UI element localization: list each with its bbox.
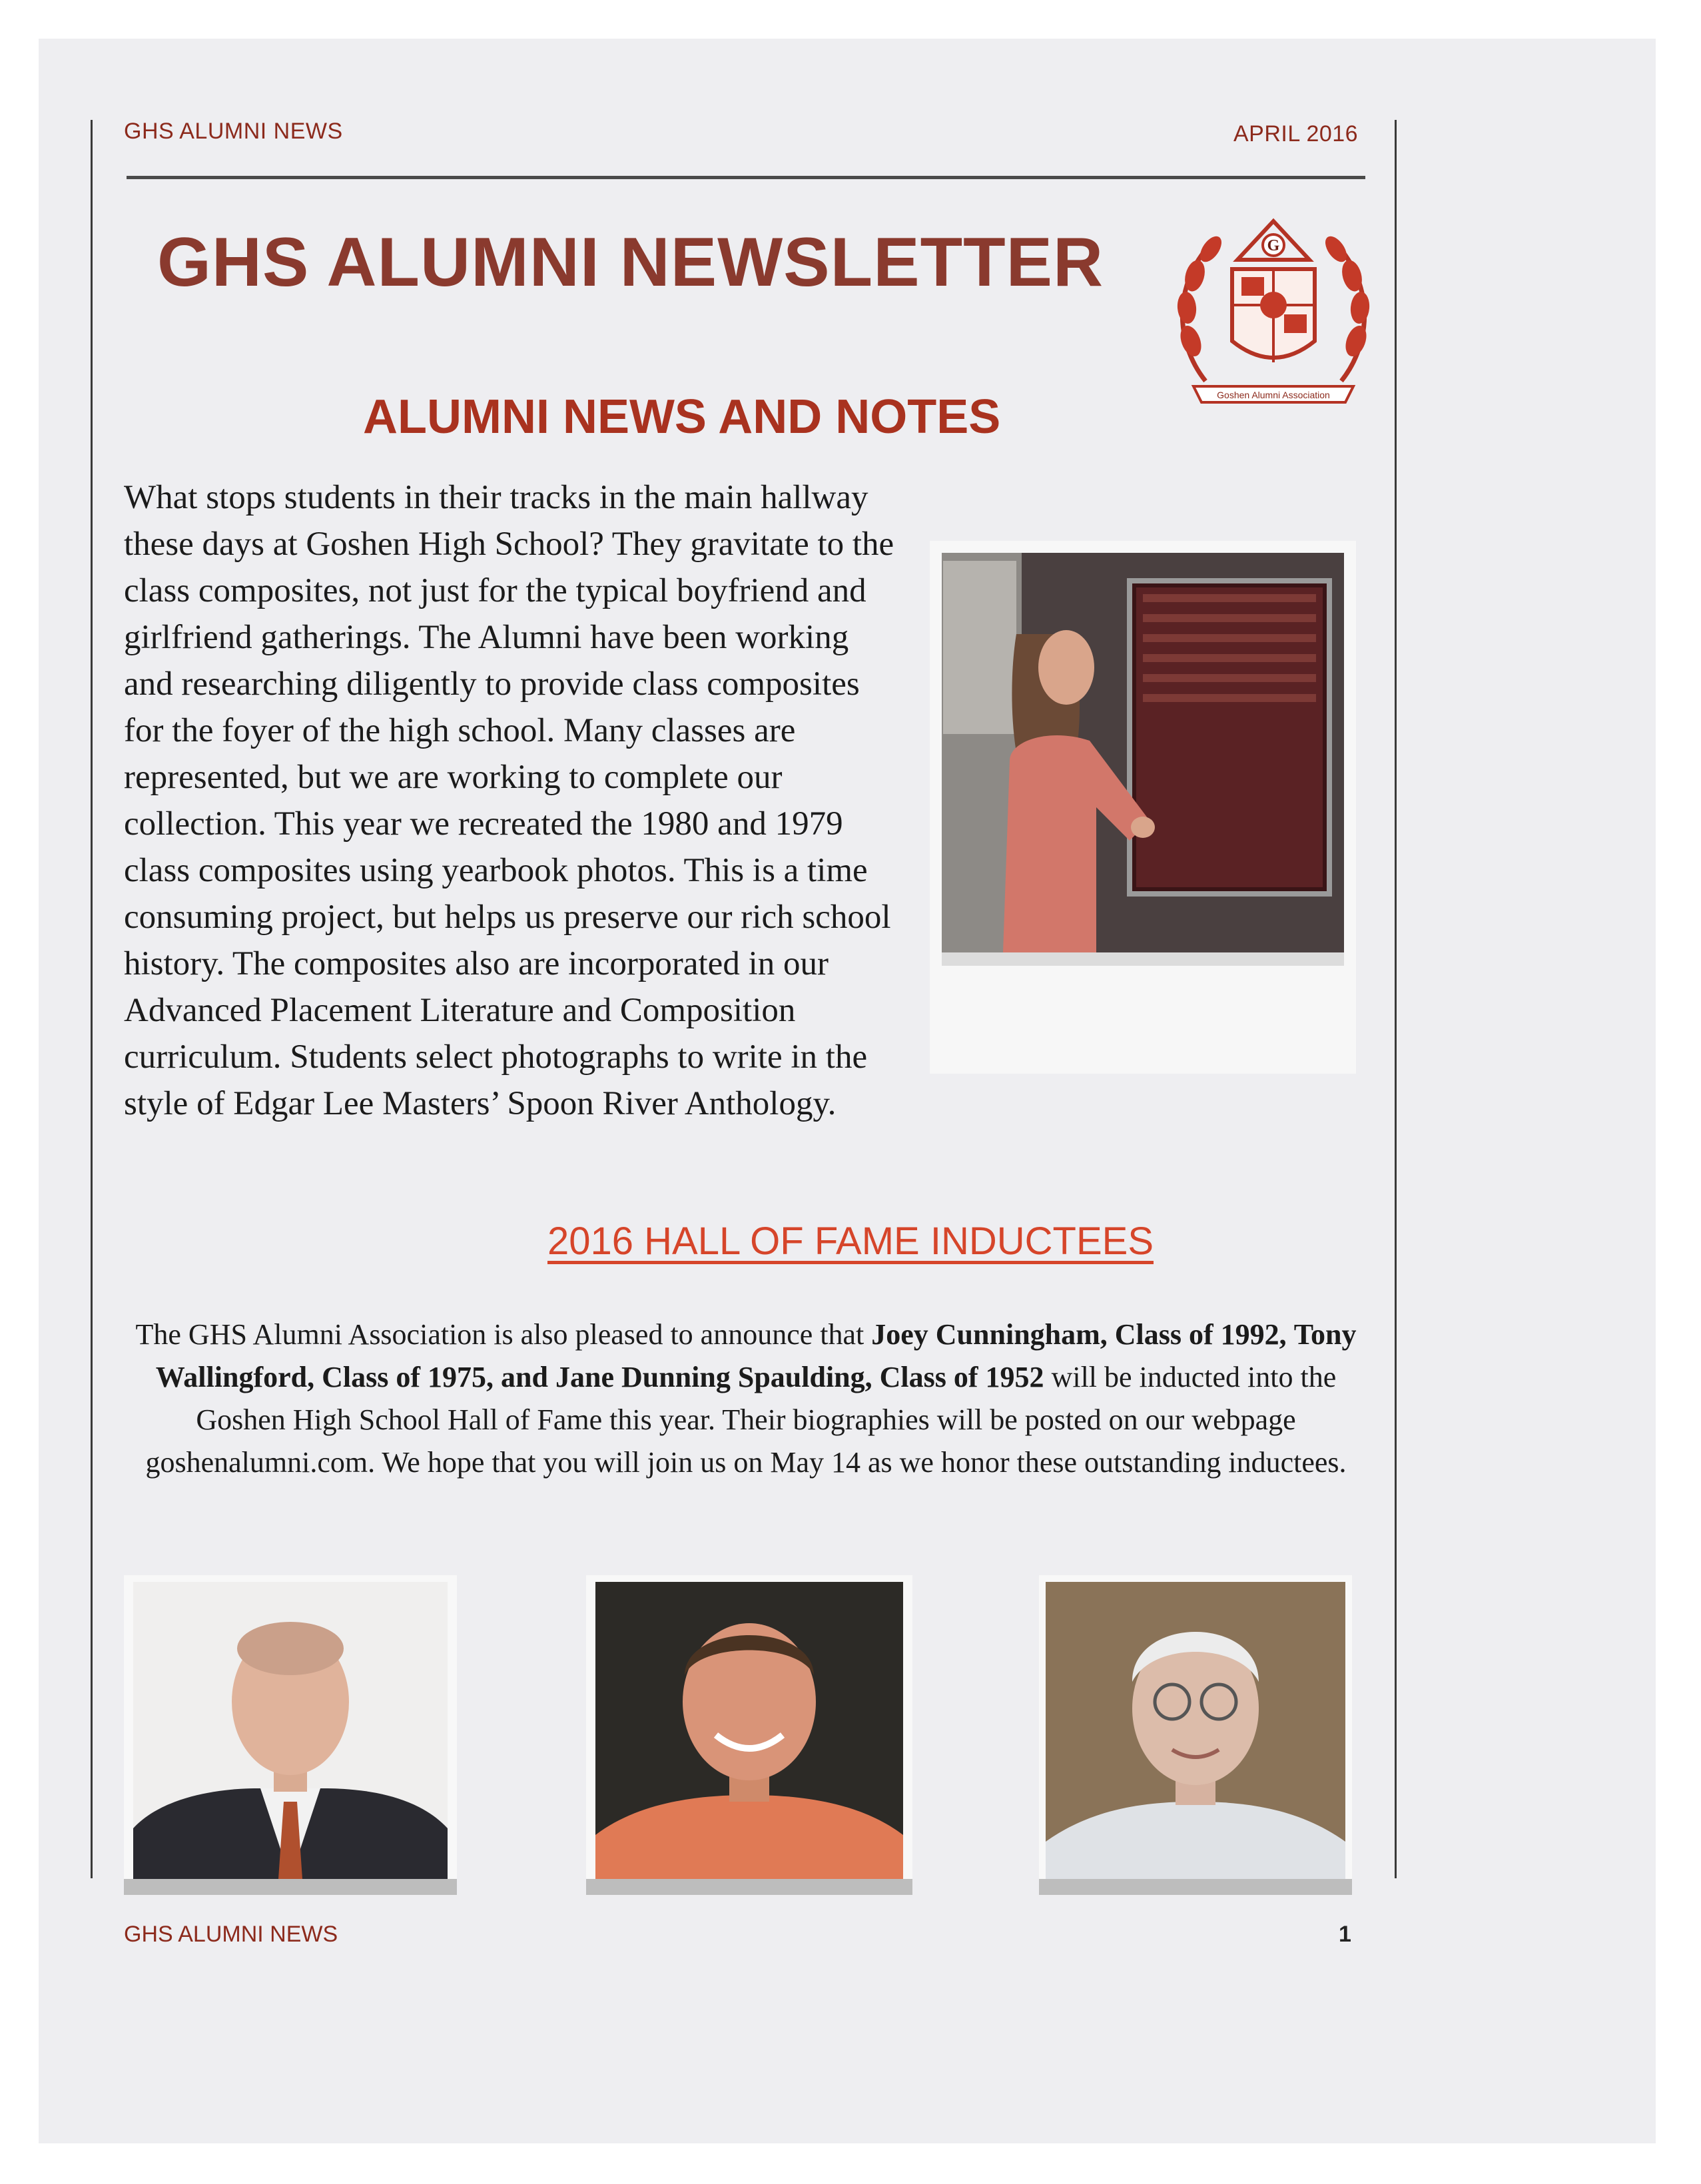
right-margin-rule: [1395, 120, 1397, 1878]
section-heading-news: ALUMNI NEWS AND NOTES: [363, 390, 1001, 444]
footer-left: GHS ALUMNI NEWS: [124, 1922, 338, 1947]
newsletter-title: GHS ALUMNI NEWSLETTER: [157, 224, 1104, 301]
left-margin-rule: [91, 120, 93, 1878]
page-number: 1: [1339, 1922, 1351, 1947]
school-crest-logo: [1167, 208, 1380, 421]
header-rule: [127, 176, 1365, 179]
announcement-intro: The GHS Alumni Association is also pleased to announce that: [135, 1318, 872, 1351]
inductee-name: Joey Cunningham, Class of 1992,: [871, 1318, 1287, 1351]
header-date: APRIL 2016: [1233, 121, 1359, 147]
svg-text:Goshen Alumni Association: Goshen Alumni Association: [1217, 390, 1330, 400]
inductee-name: Tony Wallingford, Class of 1975,: [155, 1318, 1357, 1393]
announcement-details: will be inducted into the Goshen High School Hall of Fame this year. Their biographies will be posted on our webpage goshenalumni.com. We hope that you will join us on May 14 as we honor these outstanding inductees.: [145, 1361, 1347, 1479]
inductee-photo-3: [1039, 1575, 1352, 1895]
news-article: [124, 474, 1376, 1127]
inductee-announcement: [133, 1313, 1359, 1484]
news-article-text: What stops students in their tracks in the main hallway these days at Goshen High School? They gravitate to the class composites, not just for the typical boyfriend and girlfriend gatherings. The Alumni have been working and researching diligently to provide class composites for the foyer of the high school. Many classes are represented, but we are working to complete our collection. This year we recreated the 1980 and 1979 class composites using yearbook photos. This is a time consuming project, but helps us preserve our rich school history. The composites also are incorporated in our Advanced Placement Literature and Composition curriculum. Students select photographs to write in the style of Edgar Lee Masters’ Spoon River Anthology.: [124, 479, 894, 1122]
section-heading-hall-of-fame: 2016 HALL OF FAME INDUCTEES: [547, 1220, 1154, 1263]
student-viewing-composites-photo: [930, 541, 1356, 1074]
header-left: GHS ALUMNI NEWS: [124, 119, 343, 144]
inductee-photo-2: [586, 1575, 912, 1895]
inductee-name: Jane Dunning Spaulding, Class of 1952: [555, 1361, 1044, 1393]
inductee-photo-1: [124, 1575, 457, 1895]
svg-text:G: G: [1267, 237, 1280, 254]
inductee-conjunction: and: [501, 1361, 548, 1393]
